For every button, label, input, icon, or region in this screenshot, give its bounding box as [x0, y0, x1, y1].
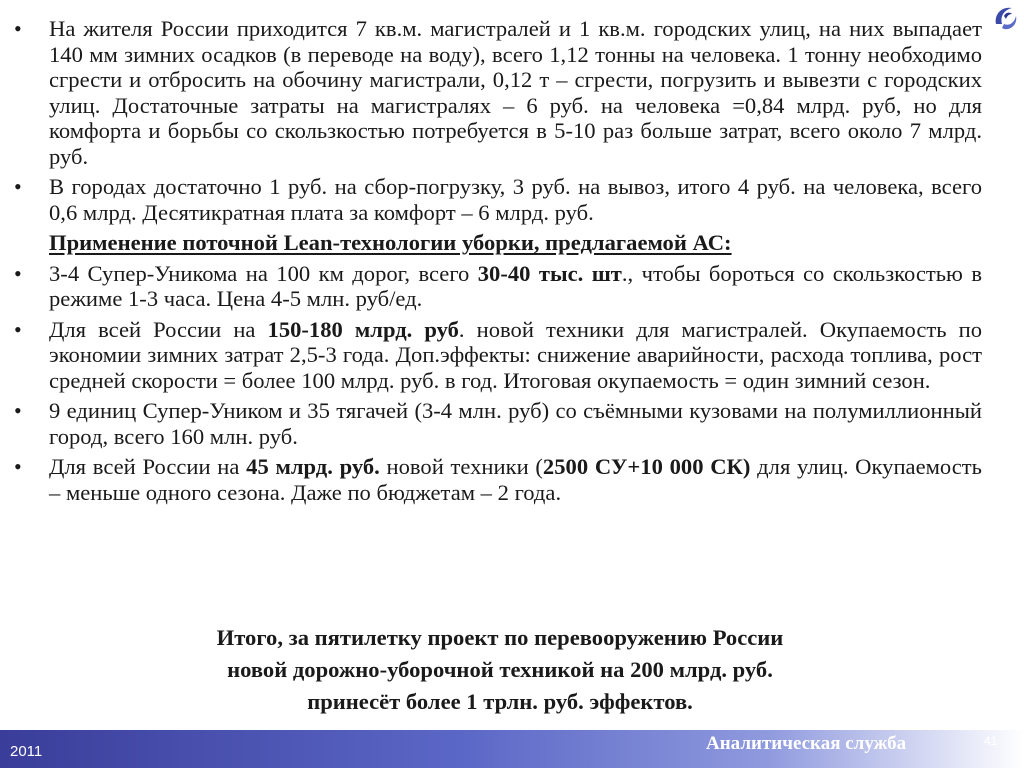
bullet-text: На жителя России приходится 7 кв.м. магистралей и 1 кв.м. городских улиц, на них выпадает 140 мм зимних осадков (в переводе на воду), всего 1,12 тонны на человека. 1 тонну необходимо сгрести и отбросить на обочину магистрали, 0,12 т – сгрести, погрузить и вывезти с городских улиц. Достаточные затраты на магистралях – 6 руб. на человека =0,84 млрд. руб, но для комфорта и борьбы со скользкостью потребуется в 5-10 раз больше затрат, всего около 7 млрд. руб.: [49, 16, 982, 169]
footer-bar: [0, 730, 1024, 768]
section-heading: Применение поточной Lean-технологии уборки, предлагаемой АС:: [49, 230, 732, 255]
footer-service-name: Аналитическая служба: [706, 733, 907, 754]
bullet-item: [14, 454, 982, 505]
bullet-item: [14, 317, 982, 394]
bullet-marker: •: [14, 174, 22, 199]
conclusion-line: новой дорожно-уборочной техникой на 200 млрд. руб.: [227, 657, 773, 682]
conclusion-line: Итого, за пятилетку проект по перевооружению России: [216, 625, 784, 650]
bullet-item: [14, 174, 982, 225]
bullet-text: Для всей России на 150-180 млрд. руб. новой техники для магистралей. Окупаемость по экономии зимних затрат 2,5-3 года. Доп.эффекты: снижение аварийности, расхода топлива, рост средней скорости = более 100 млрд. руб. в год. Итоговая окупаемость = один зимний сезон.: [49, 316, 982, 393]
bullet-marker: •: [14, 260, 22, 286]
bullet-marker: •: [14, 16, 22, 41]
footer-year: 2011: [10, 743, 43, 760]
bullet-text: 9 единиц Супер-Уником и 35 тягачей (3-4 млн. руб) со съёмными кузовами на полумиллионный город, всего 160 млн. руб.: [49, 398, 982, 449]
bullet-marker: •: [14, 398, 22, 423]
bullet-text: Для всей России на 45 млрд. руб. новой техники (2500 СУ+10 000 СК) для улиц. Окупаемость – меньше одного сезона. Даже по бюджетам – 2 года.: [49, 454, 982, 505]
bullet-marker: •: [14, 454, 22, 479]
slide-content: [14, 16, 982, 510]
swirl-logo-icon: [990, 2, 1020, 36]
bullet-item: [14, 398, 982, 449]
bullet-item: [14, 16, 982, 169]
conclusion-text: [0, 622, 1000, 718]
page-number: 41: [984, 734, 998, 748]
conclusion-line: принесёт более 1 трлн. руб. эффектов.: [307, 689, 693, 714]
bullet-marker: •: [14, 316, 22, 342]
bullet-item: [14, 261, 982, 312]
bullet-text: 3-4 Супер-Уникома на 100 км дорог, всего 30-40 тыс. шт., чтобы бороться со скользкостью в режиме 1-3 часа. Цена 4-5 млн. руб/ед.: [49, 260, 982, 311]
bullet-text: В городах достаточно 1 руб. на сбор-погрузку, 3 руб. на вывоз, итого 4 руб. на человека, всего 0,6 млрд. Десятикратная плата за комфорт – 6 млрд. руб.: [49, 174, 982, 225]
